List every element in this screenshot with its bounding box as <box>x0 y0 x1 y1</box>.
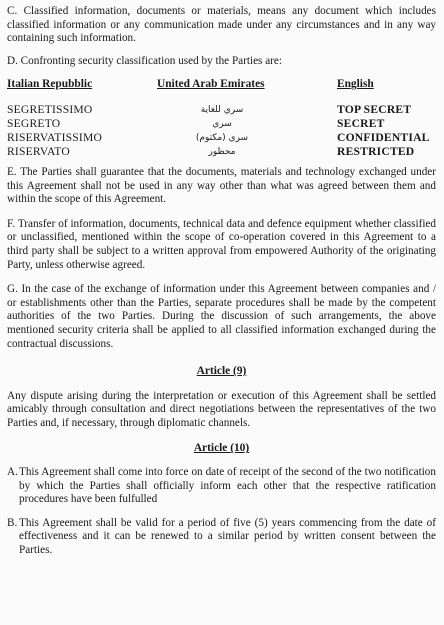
paragraph-c: C. Classified information, documents or materials, means any document which includes classified information or any communication made under any circumstances and in any way containing such information. <box>7 5 436 45</box>
item-b-text: This Agreement shall be valid for a period of five (5) years commencing from the date of effectiveness and it can be renewed to a similar period by written consent between the Parties. <box>19 516 436 557</box>
header-uae: United Arab Emirates <box>157 78 265 91</box>
article-10-title: Article (10) <box>193 442 250 455</box>
italian-level-4: RISERVATO <box>7 144 70 158</box>
header-english: English <box>337 78 374 91</box>
item-b-label: B. <box>7 516 18 529</box>
item-a-label: A. <box>7 466 18 479</box>
paragraph-e: E. The Parties shall guarantee that the documents, materials and technology exchanged under this Agreement shall not be used in any way other than what was agreed between them and within the scope of this Agreement. <box>7 165 436 206</box>
english-level-2: SECRET <box>337 116 385 130</box>
article-10-item-a <box>7 466 436 507</box>
paragraph-f: F. Transfer of information, documents, technical data and defence equipment whether classified or unclassified, mentioned within the scope of co-operation covered in this Agreement to a third party shall be subject to a written approval from empowered Authority of the originating Party, unless otherwise agreed. <box>7 217 436 271</box>
english-level-4: RESTRICTED <box>337 144 415 158</box>
item-a-text: This Agreement shall come into force on date of receipt of the second of the two notification by which the Parties shall officially inform each other that the respective ratification procedures have been fulfulled <box>19 466 436 506</box>
uae-level-4: محظور <box>208 146 236 157</box>
uae-level-2: سري <box>212 118 232 129</box>
paragraph-d: D. Confronting security classification used by the Parties are: <box>7 54 282 67</box>
classification-table <box>7 78 436 159</box>
article-10-item-b <box>7 517 436 558</box>
english-level-1: TOP SECRET <box>337 102 412 116</box>
paragraph-g: G. In the case of the exchange of information under this Agreement between companies and / or establishments other than the Parties, separate procedures shall be made by the competent authorities of the two Parties. During the discussion of such arrangements, the above mentioned security criteria shall be applied to all classified information exchanged during the contractual discussions. <box>7 283 436 350</box>
uae-level-1: سري للغاية <box>200 104 244 115</box>
english-level-3: CONFIDENTIAL <box>337 130 430 144</box>
uae-level-3: سري (مكتوم) <box>195 132 249 143</box>
article-9-title: Article (9) <box>196 365 247 378</box>
italian-level-2: SEGRETO <box>7 116 61 130</box>
article-9-text: Any dispute arising during the interpretation or execution of this Agreement shall be settled amicably through consultation and direct negotiations between the representatives of the two Parties and, if necessary, through diplomatic channels. <box>7 389 436 429</box>
italian-level-3: RISERVATISSIMO <box>7 130 103 144</box>
header-italian: Italian Repubblic <box>7 78 93 91</box>
italian-level-1: SEGRETISSIMO <box>7 102 93 116</box>
